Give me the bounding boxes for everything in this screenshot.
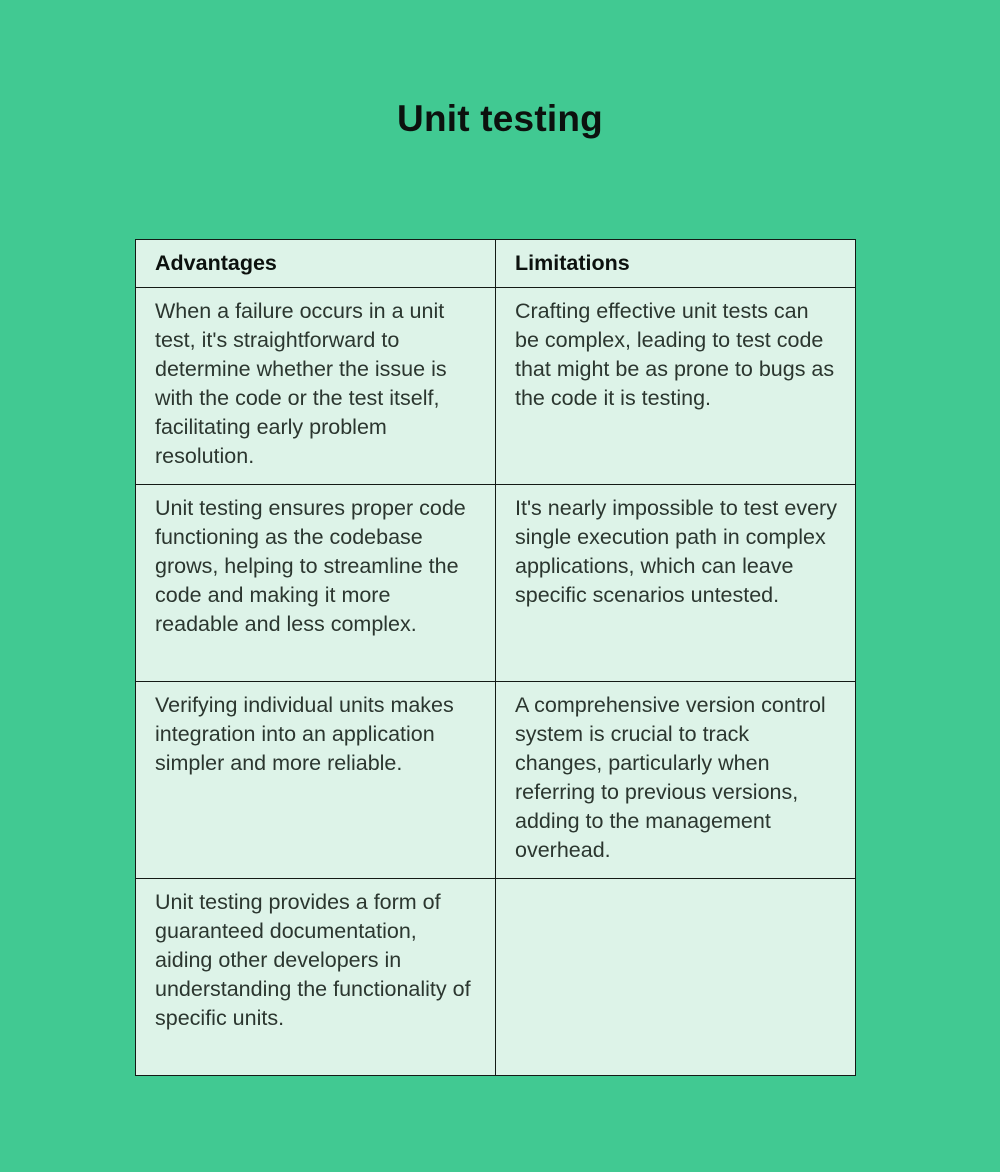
table-cell: When a failure occurs in a unit test, it's straightforward to determine whether the issue is with the code or the test itself, facilitating early problem resolution. [136,288,496,485]
table-cell: Crafting effective unit tests can be complex, leading to test code that might be as prone to bugs as the code it is testing. [496,288,856,485]
table-row [136,682,856,879]
table-cell: A comprehensive version control system is crucial to track changes, particularly when referring to previous versions, adding to the management overhead. [496,682,856,879]
table-row [136,288,856,485]
advantages-limitations-table [135,239,856,1076]
table-body [136,288,856,1076]
table-cell: Unit testing provides a form of guaranteed documentation, aiding other developers in understanding the functionality of specific units. [136,879,496,1076]
table-cell [496,879,856,1076]
table-cell: Verifying individual units makes integration into an application simpler and more reliable. [136,682,496,879]
table-row [136,879,856,1076]
column-header-advantages: Advantages [136,240,496,288]
column-header-limitations: Limitations [496,240,856,288]
page-title: Unit testing [397,98,603,139]
table-row [136,485,856,682]
table-header-row [136,240,856,288]
table-cell: Unit testing ensures proper code functioning as the codebase grows, helping to streamline the code and making it more readable and less complex. [136,485,496,682]
table-header [136,240,856,288]
table-cell: It's nearly impossible to test every single execution path in complex applications, which can leave specific scenarios untested. [496,485,856,682]
